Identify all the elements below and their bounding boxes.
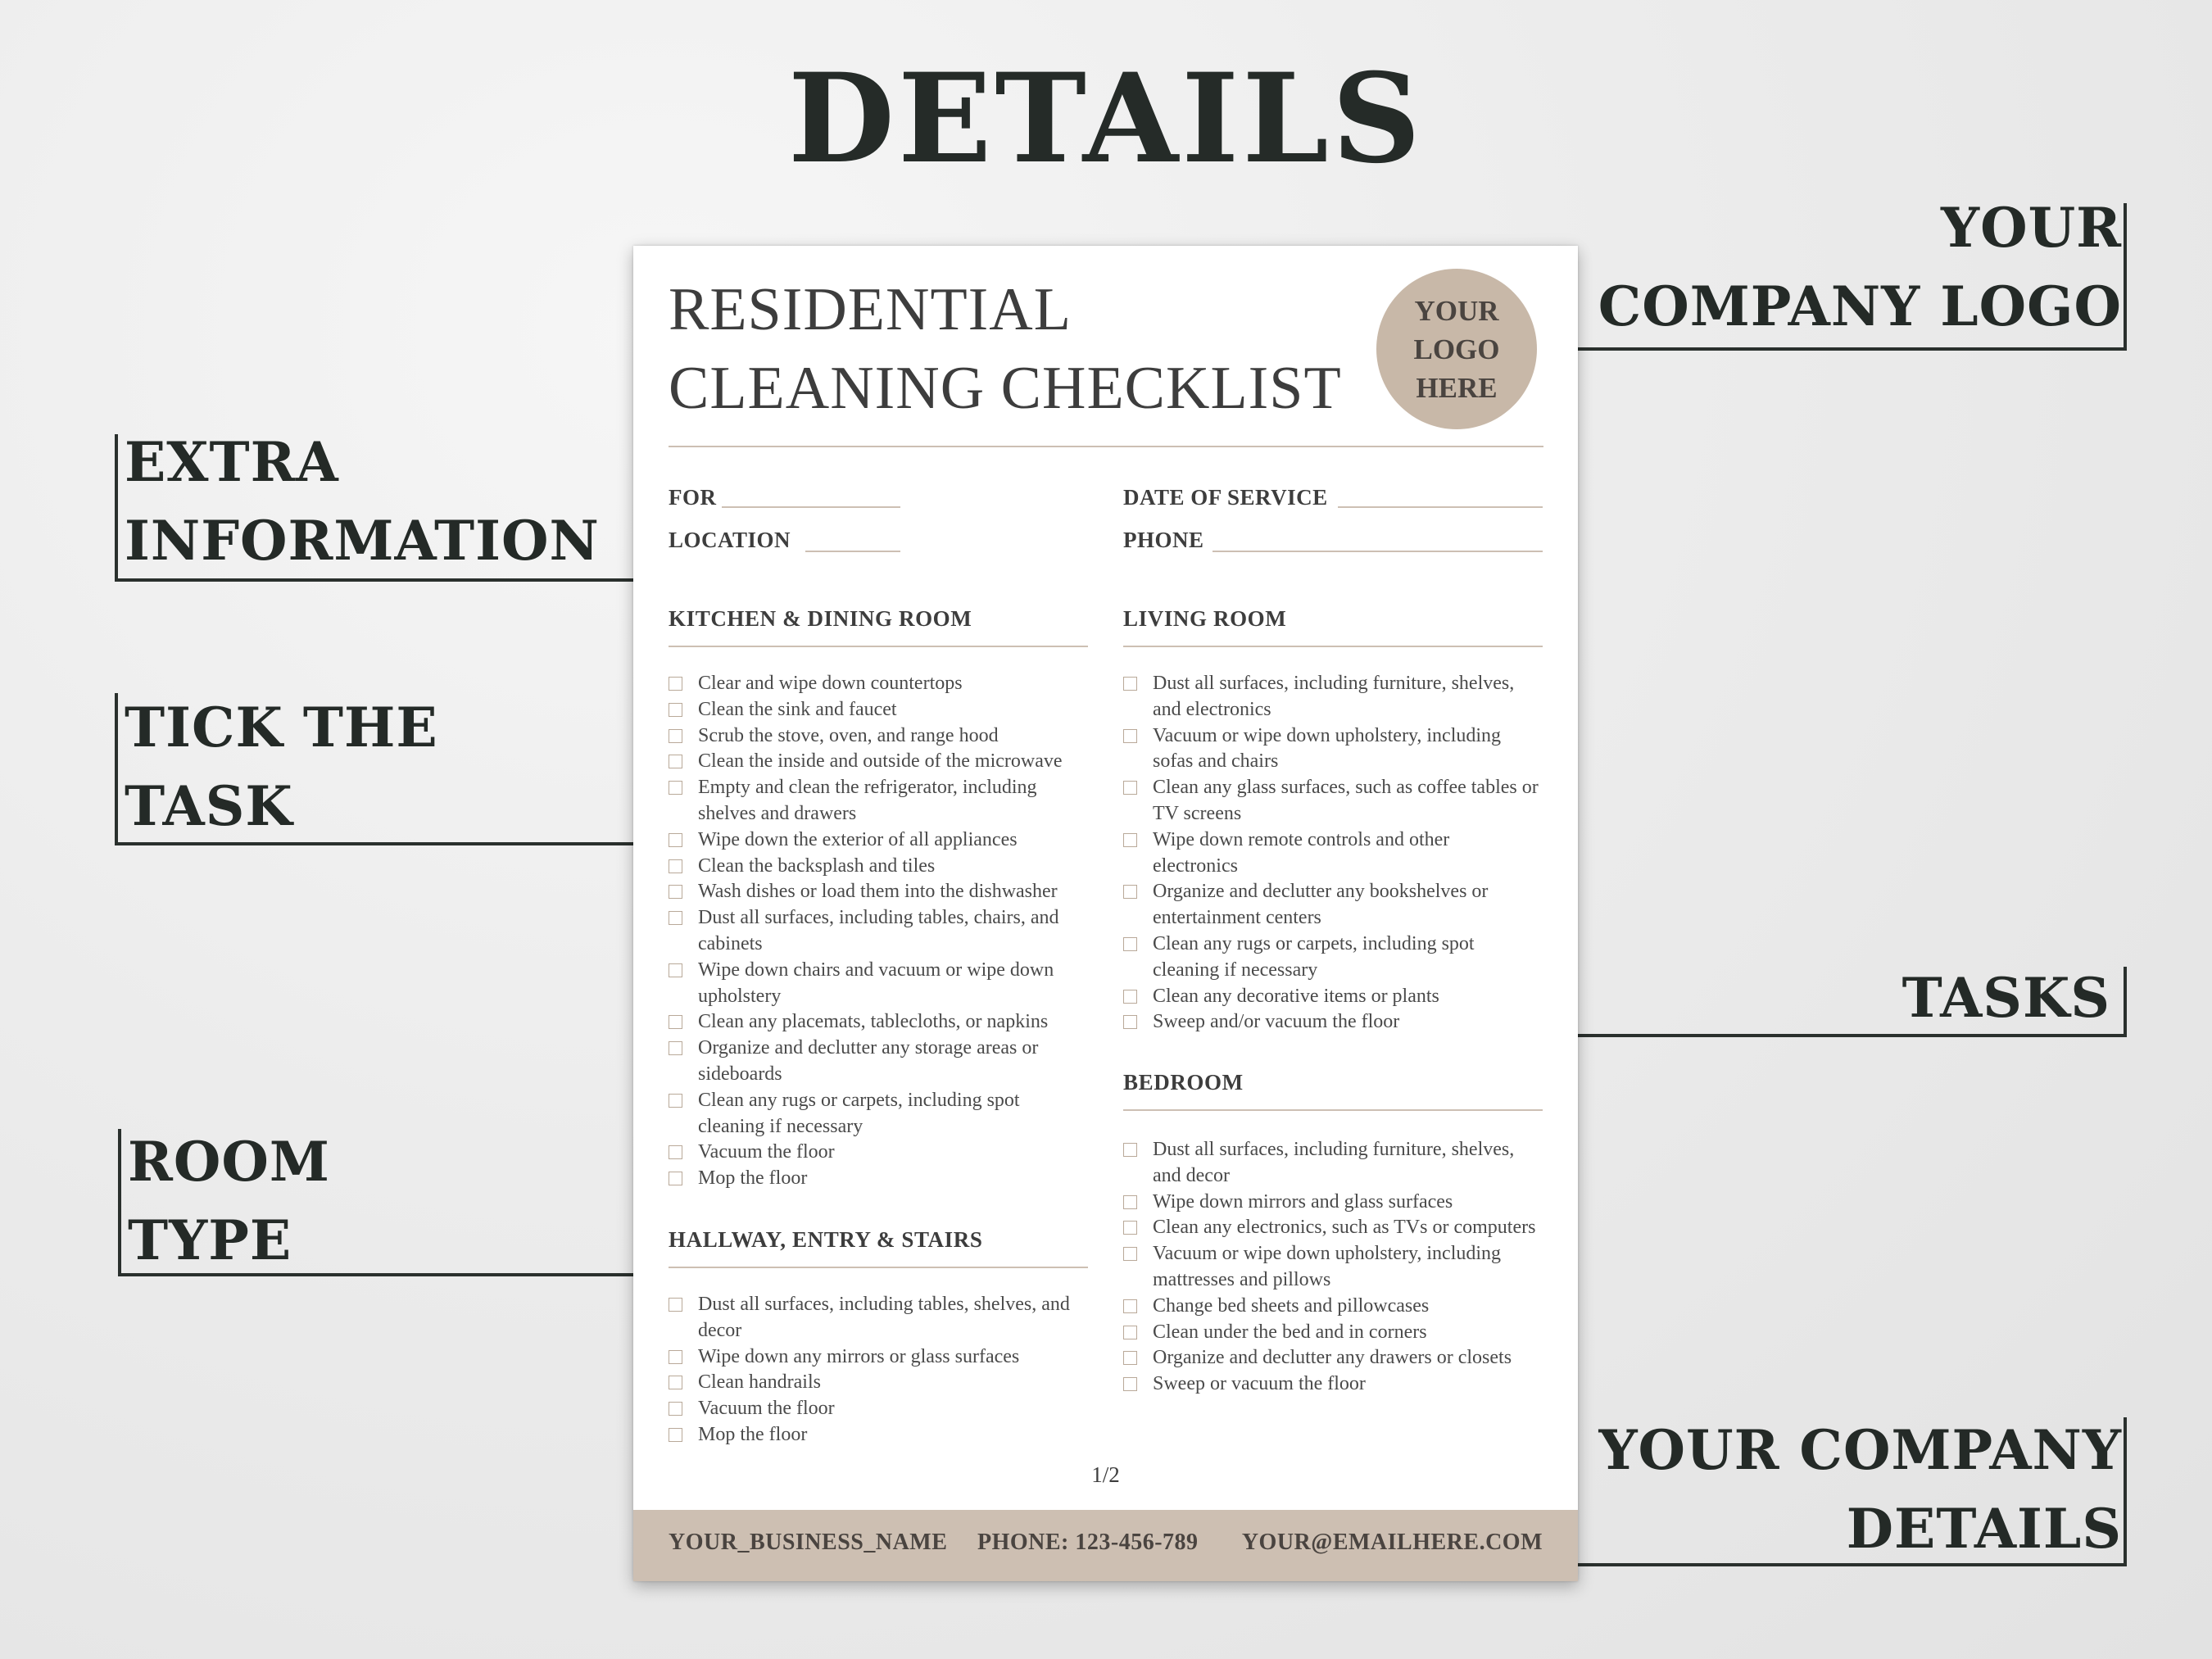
- task-text: Dust all surfaces, including furniture, shelves,: [1153, 1139, 1515, 1160]
- document-title-line2: CLEANING CHECKLIST: [669, 355, 1342, 422]
- task-text: Mop the floor: [698, 1167, 808, 1190]
- task-text: Wipe down any mirrors or glass surfaces: [698, 1345, 1020, 1367]
- task-checkbox[interactable]: [1123, 1143, 1137, 1157]
- task-checkbox[interactable]: [669, 963, 682, 977]
- task-text: Wash dishes or load them into the dishwasher: [698, 881, 1058, 903]
- callout-tick-task: [125, 688, 438, 845]
- field-label-for: FOR: [669, 485, 717, 510]
- task-text: entertainment centers: [1153, 907, 1321, 929]
- task-text: Clean the backsplash and tiles: [698, 854, 936, 877]
- header-divider: [669, 446, 1543, 447]
- task-checkbox[interactable]: [669, 885, 682, 899]
- task-text: mattresses and pillows: [1153, 1268, 1331, 1290]
- task-text: Scrub the stove, oven, and range hood: [698, 724, 999, 746]
- logo-text-line3: HERE: [1416, 371, 1498, 404]
- task-item: [1123, 827, 1566, 880]
- task-checkbox[interactable]: [1123, 1221, 1137, 1235]
- callout-room-line1: ROOM: [128, 1130, 330, 1194]
- task-text: Clean handrails: [698, 1371, 821, 1394]
- task-checkbox[interactable]: [669, 1094, 682, 1108]
- section-title-living: LIVING ROOM: [1123, 606, 1287, 631]
- task-item: [669, 749, 1103, 775]
- task-item: [1123, 879, 1566, 931]
- task-item: [1123, 931, 1566, 984]
- task-text: Organize and declutter any drawers or closets: [1153, 1347, 1512, 1369]
- task-list-living: [1123, 671, 1566, 1036]
- task-item: [1123, 671, 1566, 723]
- task-text: and electronics: [1153, 698, 1271, 720]
- task-list-bedroom: [1123, 1137, 1566, 1398]
- task-checkbox[interactable]: [1123, 990, 1137, 1004]
- page-number: 1/2: [1091, 1462, 1120, 1487]
- task-item: [1123, 1190, 1566, 1216]
- task-text: Empty and clean the refrigerator, including: [698, 777, 1037, 799]
- task-list-kitchen: [669, 671, 1103, 1192]
- callout-extra-information: [125, 423, 600, 580]
- task-item: [1123, 775, 1566, 827]
- task-checkbox[interactable]: [669, 1428, 682, 1442]
- task-text: Vacuum the floor: [698, 1141, 835, 1163]
- task-text: Organize and declutter any bookshelves or: [1153, 881, 1489, 903]
- document-title-line1: RESIDENTIAL: [669, 276, 1072, 343]
- task-item: [669, 1292, 1103, 1344]
- section-rule-hallway: [669, 1267, 1088, 1268]
- callout-company-line2: DETAILS: [1846, 1497, 2122, 1561]
- task-item: [1123, 1294, 1566, 1320]
- logo-text-line2: LOGO: [1413, 333, 1500, 365]
- callout-room-line2: TYPE: [128, 1208, 292, 1272]
- task-checkbox[interactable]: [1123, 885, 1137, 899]
- task-text: Clean any decorative items or plants: [1153, 985, 1439, 1007]
- callout-company-logo: [1581, 188, 2122, 346]
- task-checkbox[interactable]: [1123, 781, 1137, 795]
- task-checkbox[interactable]: [669, 833, 682, 847]
- task-item: [669, 1396, 1103, 1422]
- task-checkbox[interactable]: [1123, 833, 1137, 847]
- section-title-hallway: HALLWAY, ENTRY & STAIRS: [669, 1227, 983, 1252]
- page-heading: DETAILS: [787, 47, 1425, 191]
- logo-text-line1: YOUR: [1414, 294, 1499, 327]
- task-text: electronics: [1153, 854, 1238, 877]
- task-item: [669, 879, 1103, 905]
- task-checkbox[interactable]: [1123, 1015, 1137, 1029]
- task-item: [669, 1370, 1103, 1396]
- task-text: Vacuum the floor: [698, 1398, 835, 1420]
- section-rule-living: [1123, 646, 1543, 647]
- task-text: sofas and chairs: [1153, 750, 1279, 773]
- task-checkbox[interactable]: [669, 1350, 682, 1364]
- task-item: [1123, 1009, 1566, 1036]
- task-text: Dust all surfaces, including furniture, shelves,: [1153, 673, 1515, 694]
- callout-tasks: [1884, 959, 2110, 1037]
- task-text: Change bed sheets and pillowcases: [1153, 1294, 1430, 1317]
- task-checkbox[interactable]: [1123, 1195, 1137, 1209]
- task-text: Clean any placemats, tablecloths, or napkins: [698, 1011, 1049, 1033]
- task-item: [669, 775, 1103, 827]
- task-item: [669, 1344, 1103, 1371]
- task-item: [1123, 1241, 1566, 1294]
- section-title-bedroom: BEDROOM: [1123, 1070, 1244, 1095]
- task-item: [669, 1166, 1103, 1192]
- task-text: Wipe down the exterior of all appliances: [698, 828, 1018, 850]
- task-checkbox[interactable]: [1123, 1377, 1137, 1391]
- callout-tasks-bracket: [2124, 967, 2127, 1037]
- task-checkbox[interactable]: [669, 781, 682, 795]
- task-text: sideboards: [698, 1063, 782, 1085]
- task-item: [1123, 1345, 1566, 1371]
- task-text: Clean any rugs or carpets, including spot: [1153, 932, 1475, 954]
- task-checkbox[interactable]: [669, 1041, 682, 1055]
- task-item: [1123, 984, 1566, 1010]
- task-checkbox[interactable]: [669, 1172, 682, 1185]
- callout-company-details: [1581, 1411, 2122, 1568]
- callout-tick-line1: TICK THE: [125, 696, 438, 759]
- task-checkbox[interactable]: [669, 755, 682, 768]
- task-text: TV screens: [1153, 802, 1242, 824]
- task-text: Clear and wipe down countertops: [698, 673, 963, 694]
- task-text: Organize and declutter any storage areas or: [698, 1037, 1039, 1059]
- field-label-phone: PHONE: [1123, 528, 1204, 552]
- task-list-hallway: [669, 1292, 1103, 1448]
- section-title-kitchen: KITCHEN & DINING ROOM: [669, 606, 972, 631]
- task-item: [669, 1422, 1103, 1448]
- callout-extra-bracket: [115, 434, 118, 582]
- task-item: [1123, 1215, 1566, 1241]
- callout-tick-bracket: [115, 693, 118, 845]
- task-item: [669, 723, 1103, 750]
- task-checkbox[interactable]: [1123, 1326, 1137, 1339]
- task-text: cleaning if necessary: [1153, 959, 1318, 981]
- callout-extra-line1: EXTRA: [125, 430, 339, 494]
- task-item: [669, 1009, 1103, 1036]
- task-checkbox[interactable]: [1123, 677, 1137, 691]
- task-text: Dust all surfaces, including tables, chairs, and: [698, 907, 1059, 929]
- task-text: Wipe down chairs and vacuum or wipe down: [698, 959, 1054, 981]
- task-text: Clean any rugs or carpets, including spot: [698, 1089, 1020, 1111]
- footer-email: YOUR@EMAILHERE.COM: [1241, 1530, 1543, 1555]
- task-text: Vacuum or wipe down upholstery, including: [1153, 724, 1502, 746]
- document-title: [669, 270, 1342, 428]
- task-text: Clean the inside and outside of the microwave: [698, 750, 1063, 773]
- task-item: [1123, 1320, 1566, 1346]
- task-item: [1123, 723, 1566, 776]
- logo-placeholder: [1376, 269, 1537, 429]
- task-item: [669, 854, 1103, 880]
- task-checkbox[interactable]: [669, 911, 682, 925]
- callout-tick-line2: TASK: [125, 774, 293, 838]
- callout-logo-line1: YOUR: [1940, 196, 2122, 260]
- task-text: decor: [698, 1319, 742, 1341]
- section-rule-kitchen: [669, 646, 1088, 647]
- task-item: [669, 697, 1103, 723]
- task-checkbox[interactable]: [669, 677, 682, 691]
- field-phone-line[interactable]: [1213, 551, 1543, 552]
- task-text: Wipe down remote controls and other: [1153, 828, 1450, 850]
- task-text: Sweep or vacuum the floor: [1153, 1373, 1366, 1395]
- task-item: [669, 827, 1103, 854]
- task-checkbox[interactable]: [669, 1145, 682, 1159]
- field-label-location: LOCATION: [669, 528, 791, 552]
- task-text: and decor: [1153, 1164, 1230, 1186]
- task-checkbox[interactable]: [669, 703, 682, 717]
- field-label-date: DATE OF SERVICE: [1123, 485, 1328, 510]
- field-location-line[interactable]: [805, 551, 900, 552]
- task-text: Clean any glass surfaces, such as coffee tables or: [1153, 777, 1539, 799]
- task-text: cleaning if necessary: [698, 1115, 863, 1137]
- task-checkbox[interactable]: [669, 1298, 682, 1312]
- task-checkbox[interactable]: [669, 729, 682, 743]
- task-checkbox[interactable]: [1123, 1299, 1137, 1313]
- task-checkbox[interactable]: [1123, 937, 1137, 951]
- callout-logo-bracket: [2124, 203, 2127, 351]
- callout-company-line1: YOUR COMPANY: [1598, 1418, 2122, 1482]
- footer-business-name: YOUR_BUSINESS_NAME: [669, 1530, 948, 1555]
- callout-room-type: [128, 1122, 330, 1280]
- callout-company-pointer: [1566, 1563, 2127, 1566]
- task-item: [669, 958, 1103, 1010]
- task-item: [669, 671, 1103, 697]
- callout-room-bracket: [118, 1129, 121, 1276]
- task-text: Clean under the bed and in corners: [1153, 1321, 1427, 1343]
- checklist-document: [633, 246, 1578, 1581]
- document-footer: [633, 1510, 1578, 1581]
- task-text: upholstery: [698, 985, 782, 1007]
- field-for-line[interactable]: [722, 506, 900, 508]
- task-text: shelves and drawers: [698, 802, 857, 824]
- task-checkbox[interactable]: [1123, 1351, 1137, 1365]
- task-checkbox[interactable]: [669, 1402, 682, 1416]
- task-item: [1123, 1371, 1566, 1398]
- task-text: Clean the sink and faucet: [698, 698, 897, 720]
- task-checkbox[interactable]: [669, 859, 682, 873]
- task-text: cabinets: [698, 932, 763, 954]
- task-checkbox[interactable]: [1123, 1247, 1137, 1261]
- task-checkbox[interactable]: [669, 1376, 682, 1389]
- task-checkbox[interactable]: [669, 1015, 682, 1029]
- section-rule-bedroom: [1123, 1109, 1543, 1111]
- task-item: [669, 1036, 1103, 1088]
- task-item: [1123, 1137, 1566, 1190]
- callout-tick-pointer: [115, 842, 680, 845]
- task-text: Sweep and/or vacuum the floor: [1153, 1011, 1400, 1033]
- callout-logo-line2: COMPANY LOGO: [1598, 274, 2122, 338]
- task-item: [669, 1140, 1103, 1166]
- footer-phone: PHONE: 123-456-789: [977, 1530, 1199, 1555]
- task-text: Clean any electronics, such as TVs or computers: [1153, 1217, 1536, 1239]
- task-text: Vacuum or wipe down upholstery, including: [1153, 1243, 1502, 1265]
- field-date-line[interactable]: [1338, 506, 1543, 508]
- task-item: [669, 905, 1103, 958]
- callout-extra-line2: INFORMATION: [125, 509, 600, 573]
- callout-company-bracket: [2124, 1417, 2127, 1566]
- task-checkbox[interactable]: [1123, 729, 1137, 743]
- task-text: Dust all surfaces, including tables, shelves, and: [698, 1294, 1070, 1315]
- callout-tasks-line1: TASKS: [1902, 966, 2110, 1030]
- callout-logo-pointer: [1521, 347, 2127, 351]
- task-text: Wipe down mirrors and glass surfaces: [1153, 1190, 1453, 1213]
- task-item: [669, 1088, 1103, 1140]
- task-text: Mop the floor: [698, 1423, 808, 1445]
